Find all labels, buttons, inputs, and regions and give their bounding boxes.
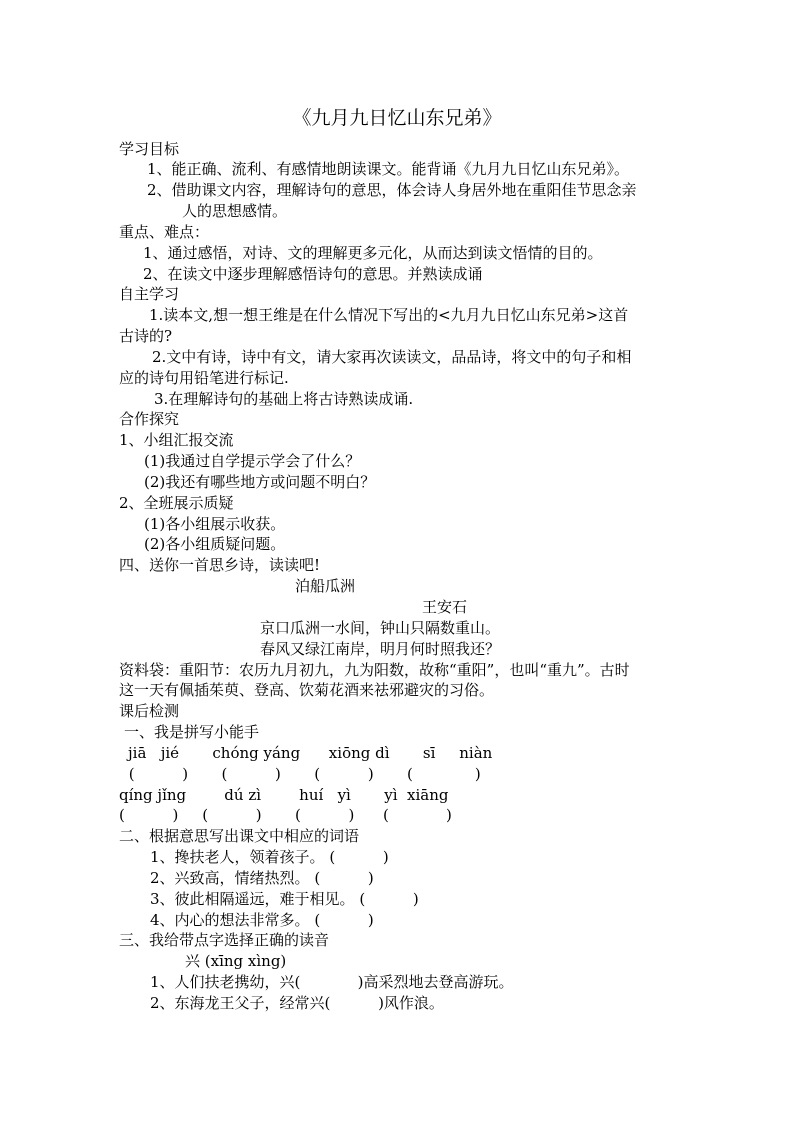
cooperation-item: (2)我还有哪些地方或问题不明白？	[144, 473, 376, 491]
cooperation-section: 2、全班展示质疑	[119, 494, 234, 512]
key-point-item: 2、在读文中逐步理解感悟诗句的意思。并熟读成诵	[143, 265, 483, 283]
question-item: 1、搀扶老人，领着孩子。 ( )	[150, 848, 389, 866]
self-study-item: 3.在理解诗句的基础上将古诗熟读成诵.	[154, 390, 414, 408]
cooperation-section: 1、小组汇报交流	[119, 431, 234, 449]
question-item: 4、内心的想法非常多。 ( )	[150, 911, 374, 929]
question-heading: 二、根据意思写出课文中相应的词语	[119, 827, 360, 845]
answer-blank-row: ( ) ( ) ( ) ( )	[124, 765, 481, 783]
question-item: 2、兴致高，情绪热烈。 ( )	[150, 869, 374, 887]
objective-item-continued: 人的思想感情。	[182, 202, 288, 220]
self-study-item: 1.读本文,想一想王维是在什么情况下写出的<九月九日忆山东兄弟>这首	[149, 306, 629, 324]
self-study-item: 2.文中有诗，诗中有文，请大家再次读读文，品品诗，将文中的句子和相	[152, 348, 632, 366]
pinyin-row: qíng jǐng dú zì huí yì yì xiāng	[119, 786, 449, 804]
question-item: 2、东海龙王父子，经常兴( )风作浪。	[150, 994, 444, 1012]
poem-title: 泊船瓜洲	[295, 577, 356, 595]
question-heading: 三、我给带点字选择正确的读音	[119, 931, 330, 949]
resource-text: 资料袋：重阳节：农历九月初九，九为阳数，故称“重阳”，也叫“重九”。古时	[119, 661, 630, 679]
pinyin-row: jiā jié chóng yáng xiōng dì sī niàn	[128, 744, 493, 762]
poem-line: 京口瓜洲一水间，钟山只隔数重山。	[260, 619, 501, 637]
objectives-heading: 学习目标	[119, 140, 180, 158]
self-study-heading: 自主学习	[119, 285, 180, 303]
pronunciation-options: 兴 (xīng xìng)	[185, 952, 287, 970]
poem-author: 王安石	[422, 598, 468, 616]
objective-item: 2、借助课文内容，理解诗句的意思，体会诗人身居外地在重阳佳节思念亲	[147, 181, 637, 199]
cooperation-item: (2)各小组质疑问题。	[144, 535, 286, 553]
key-point-item: 1、通过感悟，对诗、文的理解更多元化，从而达到读文悟情的目的。	[143, 244, 603, 262]
document-title: 《九月九日忆山东兄弟》	[292, 107, 502, 129]
question-item: 3、彼此相隔遥远，难于相见。 ( )	[150, 890, 419, 908]
question-item: 1、人们扶老携幼，兴( )高采烈地去登高游玩。	[150, 973, 514, 991]
poem-line: 春风又绿江南岸，明月何时照我还？	[260, 640, 501, 658]
question-heading: 一、我是拼写小能手	[124, 723, 260, 741]
post-test-heading: 课后检测	[119, 702, 180, 720]
answer-blank-row: ( ) ( ) ( ) ( )	[119, 806, 452, 824]
poem-intro: 四、送你一首思乡诗，读读吧!	[119, 556, 321, 574]
cooperation-item: (1)各小组展示收获。	[144, 515, 286, 533]
cooperation-heading: 合作探究	[119, 410, 180, 428]
self-study-item-continued: 应的诗句用铅笔进行标记.	[119, 369, 289, 387]
key-points-heading: 重点、难点：	[119, 223, 210, 241]
resource-text-continued: 这一天有佩插茱萸、登高、饮菊花酒来祛邪避灾的习俗。	[119, 681, 495, 699]
objective-item: 1、能正确、流利、有感情地朗读课文。能背诵《九月九日忆山东兄弟》。	[147, 160, 630, 178]
self-study-item-continued: 古诗的?	[119, 327, 173, 345]
cooperation-item: (1)我通过自学提示学会了什么？	[144, 452, 361, 470]
